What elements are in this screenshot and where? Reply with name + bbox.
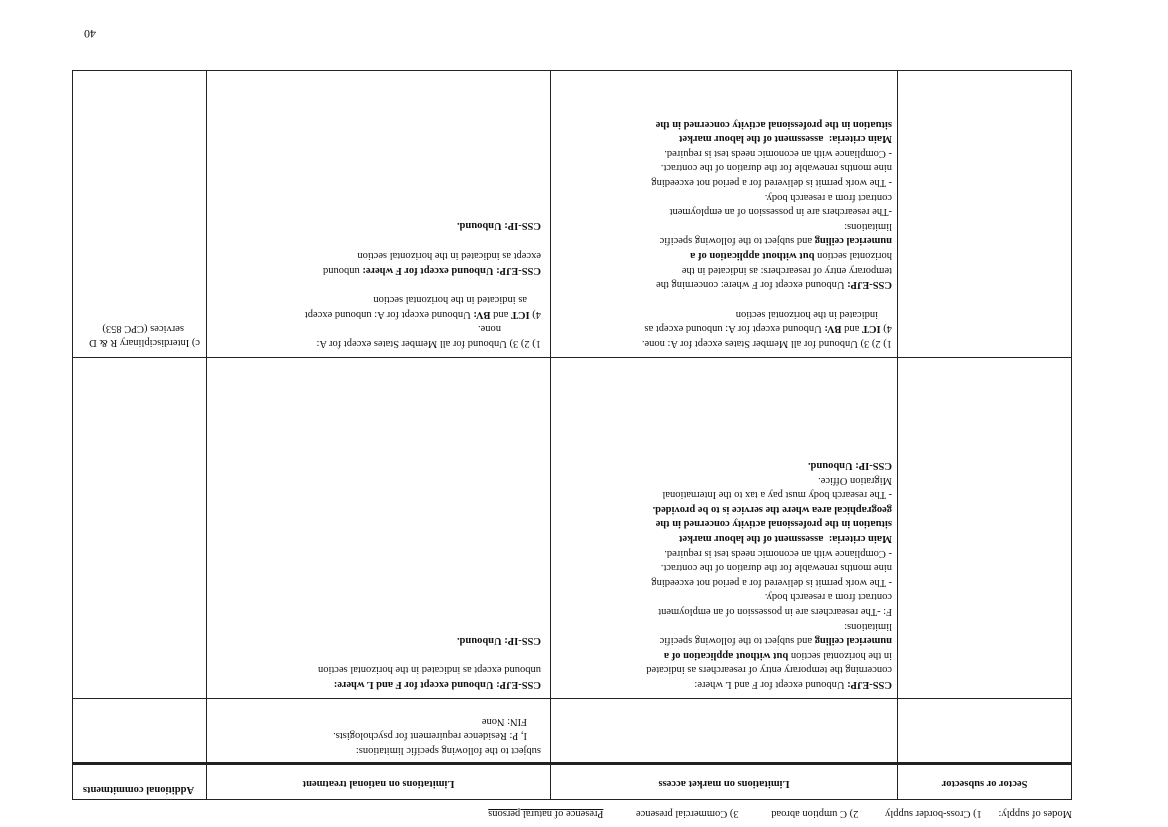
- text-line: F: -The researchers are in possession of an employment: [658, 606, 892, 618]
- row2-national-treatment: [211, 632, 541, 691]
- modes-label: Modes of supply:: [998, 808, 1072, 819]
- text-bold: BV:: [473, 308, 491, 320]
- sector-code: services (CPC 853): [102, 323, 184, 334]
- text-line: 1) 2) 3) Unbound for all Member States except for A: none.: [641, 338, 892, 349]
- text-line: as indicated in the horizontal section: [373, 294, 527, 306]
- row1-national-treatment: [211, 713, 541, 757]
- row3-national-treatment: [211, 218, 541, 350]
- text-line: Unbound except for A: unbound except: [304, 308, 471, 320]
- text-line: I, P: Residence requirement for psychologists.: [333, 730, 527, 742]
- text-line: - The work permit is delivered for a period not exceeding: [651, 177, 892, 189]
- text-line: and subject to the following specific: [659, 635, 813, 647]
- sector-name: c) Interdisciplinary R & D: [89, 337, 200, 348]
- label-css-ip: CSS-IP: Unbound.: [456, 634, 541, 646]
- label-css-ejp: CSS-EJP:: [496, 679, 541, 690]
- text-line: except as indicated in the horizontal section: [357, 250, 541, 262]
- text-line: concerning the temporary entry of researchers as indicated: [646, 664, 892, 676]
- mode-4-natural-persons: Presence of natural persons: [488, 808, 604, 819]
- text-bold: situation in the professional activity concerned in the: [655, 518, 892, 530]
- commitments-table: [72, 70, 1072, 800]
- text-line: 1) 2) 3) Unbound for all Member States except for A:: [316, 338, 541, 349]
- text-bold: assessment of the labour market: [679, 533, 824, 545]
- text-line: unbound except as indicated in the horizontal section: [317, 664, 541, 676]
- text-bold: assessment of the labour market: [679, 133, 824, 145]
- mode-1-cross-border: 1) Cross-border supply: [885, 808, 982, 819]
- label-css-ip: CSS-IP: Unbound.: [456, 220, 541, 232]
- text-bold: numerical ceiling: [814, 635, 892, 647]
- mode-2-consumption-abroad: 2) C umption abroad: [771, 808, 859, 819]
- text-line: Migration Office.: [818, 474, 892, 486]
- text-bold: BV:: [824, 323, 842, 335]
- header-national-treatment: Limitations on national treatment: [302, 778, 455, 789]
- text-line: temporary entry of researchers: as indicated in the: [681, 264, 892, 276]
- text-line: in the horizontal section: [790, 649, 892, 661]
- header-market-access: Limitations on market access: [658, 778, 790, 789]
- text-bold: geographical area where the service is to be provided.: [652, 503, 892, 515]
- text-bold: ICT: [861, 323, 881, 335]
- text-line: nine months renewable for the duration of the contract.: [660, 162, 892, 174]
- text-bold: numerical ceiling: [814, 235, 892, 247]
- text-bold: situation in the professional activity concerned in the: [655, 118, 892, 130]
- text-line: nine months renewable for the duration of the contract.: [660, 562, 892, 574]
- text-line: Unbound except for F where: concerning the: [656, 279, 845, 291]
- text-line: and subject to the following specific: [659, 235, 813, 247]
- text-bold: Main criteria:: [828, 533, 892, 545]
- modes-of-supply: [72, 808, 1072, 819]
- text-line: and: [844, 323, 860, 335]
- label-css-ejp: CSS-EJP:: [847, 279, 892, 291]
- text-line: - Compliance with an economic needs test is required.: [664, 147, 892, 159]
- text-bold: Main criteria:: [828, 133, 892, 145]
- text-line: contract from a research body.: [764, 191, 892, 203]
- text-line: horizontal section: [817, 250, 892, 262]
- text-bold: ICT: [510, 308, 530, 320]
- header-additional-commitments: Additional commitments: [82, 784, 195, 795]
- text-line: contract from a research body.: [764, 591, 892, 603]
- text-line: 4): [883, 323, 892, 335]
- text-line: -The researchers are in possession of an employment: [669, 206, 892, 218]
- label-css-ejp: CSS-EJP:: [847, 679, 892, 690]
- label-css-ejp: CSS-EJP: Unbound except for F where:: [362, 264, 541, 276]
- text-line: Unbound except for F and L where:: [694, 679, 845, 690]
- text-line: indicated in the horizontal section: [735, 308, 878, 320]
- text-bold: but without application of a: [663, 649, 789, 661]
- page-number: 40: [84, 27, 96, 41]
- text-line: - Compliance with an economic needs test is required.: [664, 547, 892, 559]
- text-line: - The research body must pay a tax to the International: [662, 489, 892, 501]
- text-line: unbound: [323, 264, 360, 276]
- mode-3-commercial-presence: 3) Commercial presence: [635, 808, 739, 819]
- text-line: subject to the following specific limitations:: [355, 745, 541, 756]
- text-bold: Unbound except for F and L where:: [333, 679, 494, 690]
- text-line: Unbound except for A: unbound except as: [644, 323, 822, 335]
- text-line: 4): [532, 308, 541, 320]
- text-line: none.: [477, 323, 501, 335]
- row2-market-access: [556, 458, 892, 692]
- row3-market-access: [556, 116, 892, 350]
- text-line: limitations:: [844, 620, 892, 632]
- text-line: limitations:: [844, 220, 892, 232]
- row3-sector: [75, 321, 200, 349]
- label-css-ip: CSS-IP: Unbound.: [807, 460, 892, 472]
- text-line: - The work permit is delivered for a period not exceeding: [651, 576, 892, 588]
- text-line: FIN: None: [481, 715, 527, 727]
- text-bold: but without application of a: [690, 250, 815, 262]
- header-sector: Sector or subsector: [941, 778, 1028, 789]
- text-line: and: [493, 308, 509, 320]
